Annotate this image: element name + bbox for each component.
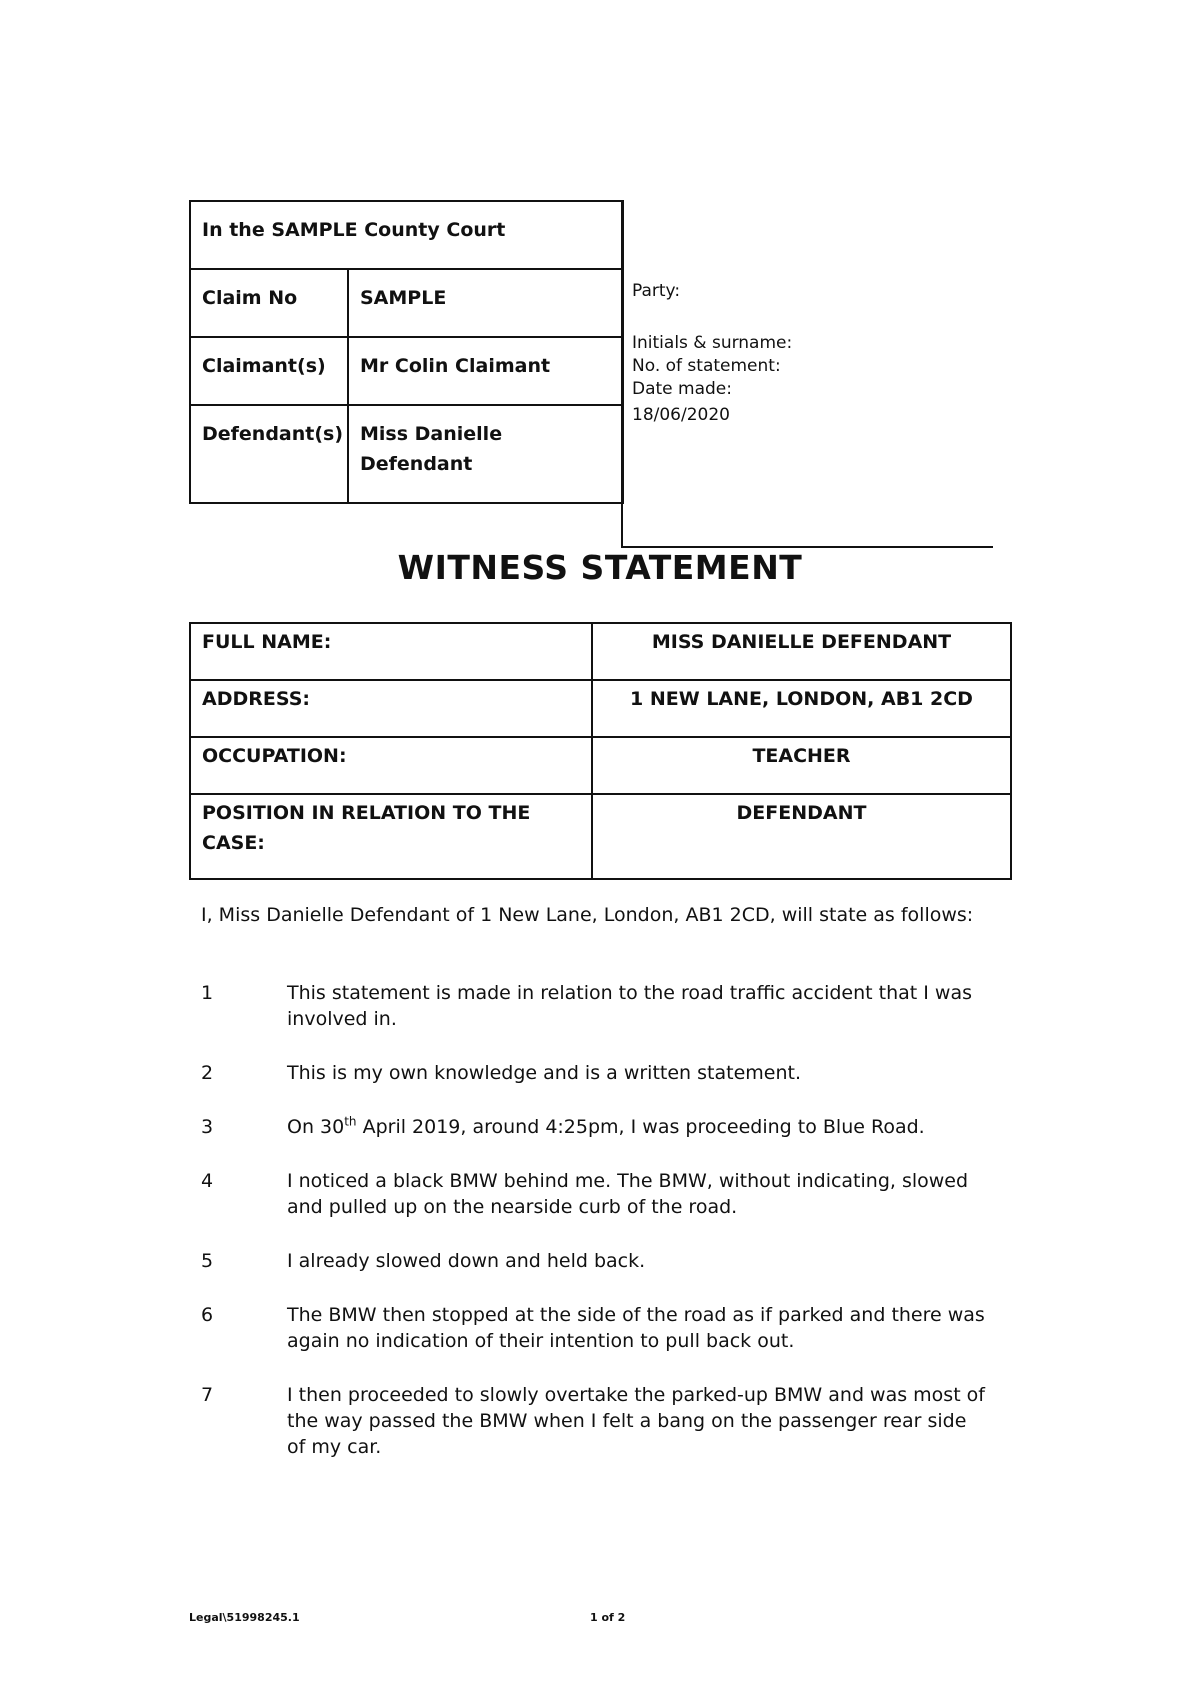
statement-no-label: No. of statement:: [632, 356, 781, 376]
claimant-value: Mr Colin Claimant: [348, 337, 623, 405]
occupation-value: TEACHER: [592, 737, 1011, 794]
party-label: Party:: [632, 281, 681, 301]
paragraph-number: 2: [201, 1062, 214, 1084]
position-label: POSITION IN RELATION TO THE CASE:: [190, 794, 592, 879]
paragraph-number: 4: [201, 1170, 214, 1192]
statement-paragraph: [201, 1382, 1001, 1460]
paragraph-number: 6: [201, 1304, 214, 1326]
position-value: DEFENDANT: [592, 794, 1011, 879]
full-name-label: FULL NAME:: [190, 623, 592, 680]
paragraph-text-end: April 2019, around 4:25pm, I was proceeding to Blue Road.: [356, 1116, 925, 1138]
paragraph-text: [287, 1114, 987, 1140]
statement-paragraph: [201, 1060, 1001, 1086]
address-label: ADDRESS:: [190, 680, 592, 737]
paragraph-number: 3: [201, 1116, 214, 1138]
paragraph-number: 1: [201, 982, 214, 1004]
address-value: 1 NEW LANE, LONDON, AB1 2CD: [592, 680, 1011, 737]
statement-paragraph: [201, 1248, 1001, 1274]
paragraph-text: This is my own knowledge and is a written statement.: [287, 1062, 801, 1084]
paragraph-text: I then proceeded to slowly overtake the parked-up BMW and was most of the way passed the BMW when I felt a bang on the passenger rear side of my car.: [287, 1384, 985, 1458]
paragraph-text: I already slowed down and held back.: [287, 1250, 646, 1272]
paragraph-number: 5: [201, 1250, 214, 1272]
statement-paragraph: [201, 1168, 1001, 1220]
statement-paragraph: [201, 1302, 1001, 1354]
party-box-left-border: [621, 200, 623, 548]
claim-no-label: Claim No: [190, 269, 348, 337]
footer-document-ref: Legal\51998245.1: [189, 1611, 300, 1624]
initials-label: Initials & surname:: [632, 333, 793, 353]
party-info-box: [632, 280, 792, 427]
paragraph-text: I noticed a black BMW behind me. The BMW, without indicating, slowed and pulled up on the nearside curb of the road.: [287, 1170, 969, 1218]
defendant-label: Defendant(s): [190, 405, 348, 503]
statement-paragraphs: [201, 980, 1001, 1488]
paragraph-text: This statement is made in relation to the road traffic accident that I was involved in.: [287, 982, 972, 1030]
claim-no-value: SAMPLE: [348, 269, 623, 337]
statement-paragraph: [201, 1114, 1001, 1140]
paragraph-text-start: On 30: [287, 1116, 345, 1138]
paragraph-text: The BMW then stopped at the side of the road as if parked and there was again no indication of their intention to pull back out.: [287, 1304, 985, 1352]
occupation-label: OCCUPATION:: [190, 737, 592, 794]
court-details-table: [189, 200, 624, 504]
ordinal-suffix: th: [344, 1114, 357, 1129]
page-title: WITNESS STATEMENT: [397, 548, 803, 587]
paragraph-number: 7: [201, 1384, 214, 1406]
claimant-label: Claimant(s): [190, 337, 348, 405]
witness-details-table: [189, 622, 1012, 880]
court-name: In the SAMPLE County Court: [190, 201, 623, 269]
defendant-value: Miss Danielle Defendant: [348, 405, 623, 503]
full-name-value: MISS DANIELLE DEFENDANT: [592, 623, 1011, 680]
statement-paragraph: [201, 980, 1001, 1032]
date-made-value: 18/06/2020: [632, 405, 730, 425]
date-made-label: Date made:: [632, 379, 732, 399]
footer-page-number: 1 of 2: [590, 1611, 626, 1624]
intro-paragraph: I, Miss Danielle Defendant of 1 New Lane, London, AB1 2CD, will state as follows:: [201, 904, 974, 926]
